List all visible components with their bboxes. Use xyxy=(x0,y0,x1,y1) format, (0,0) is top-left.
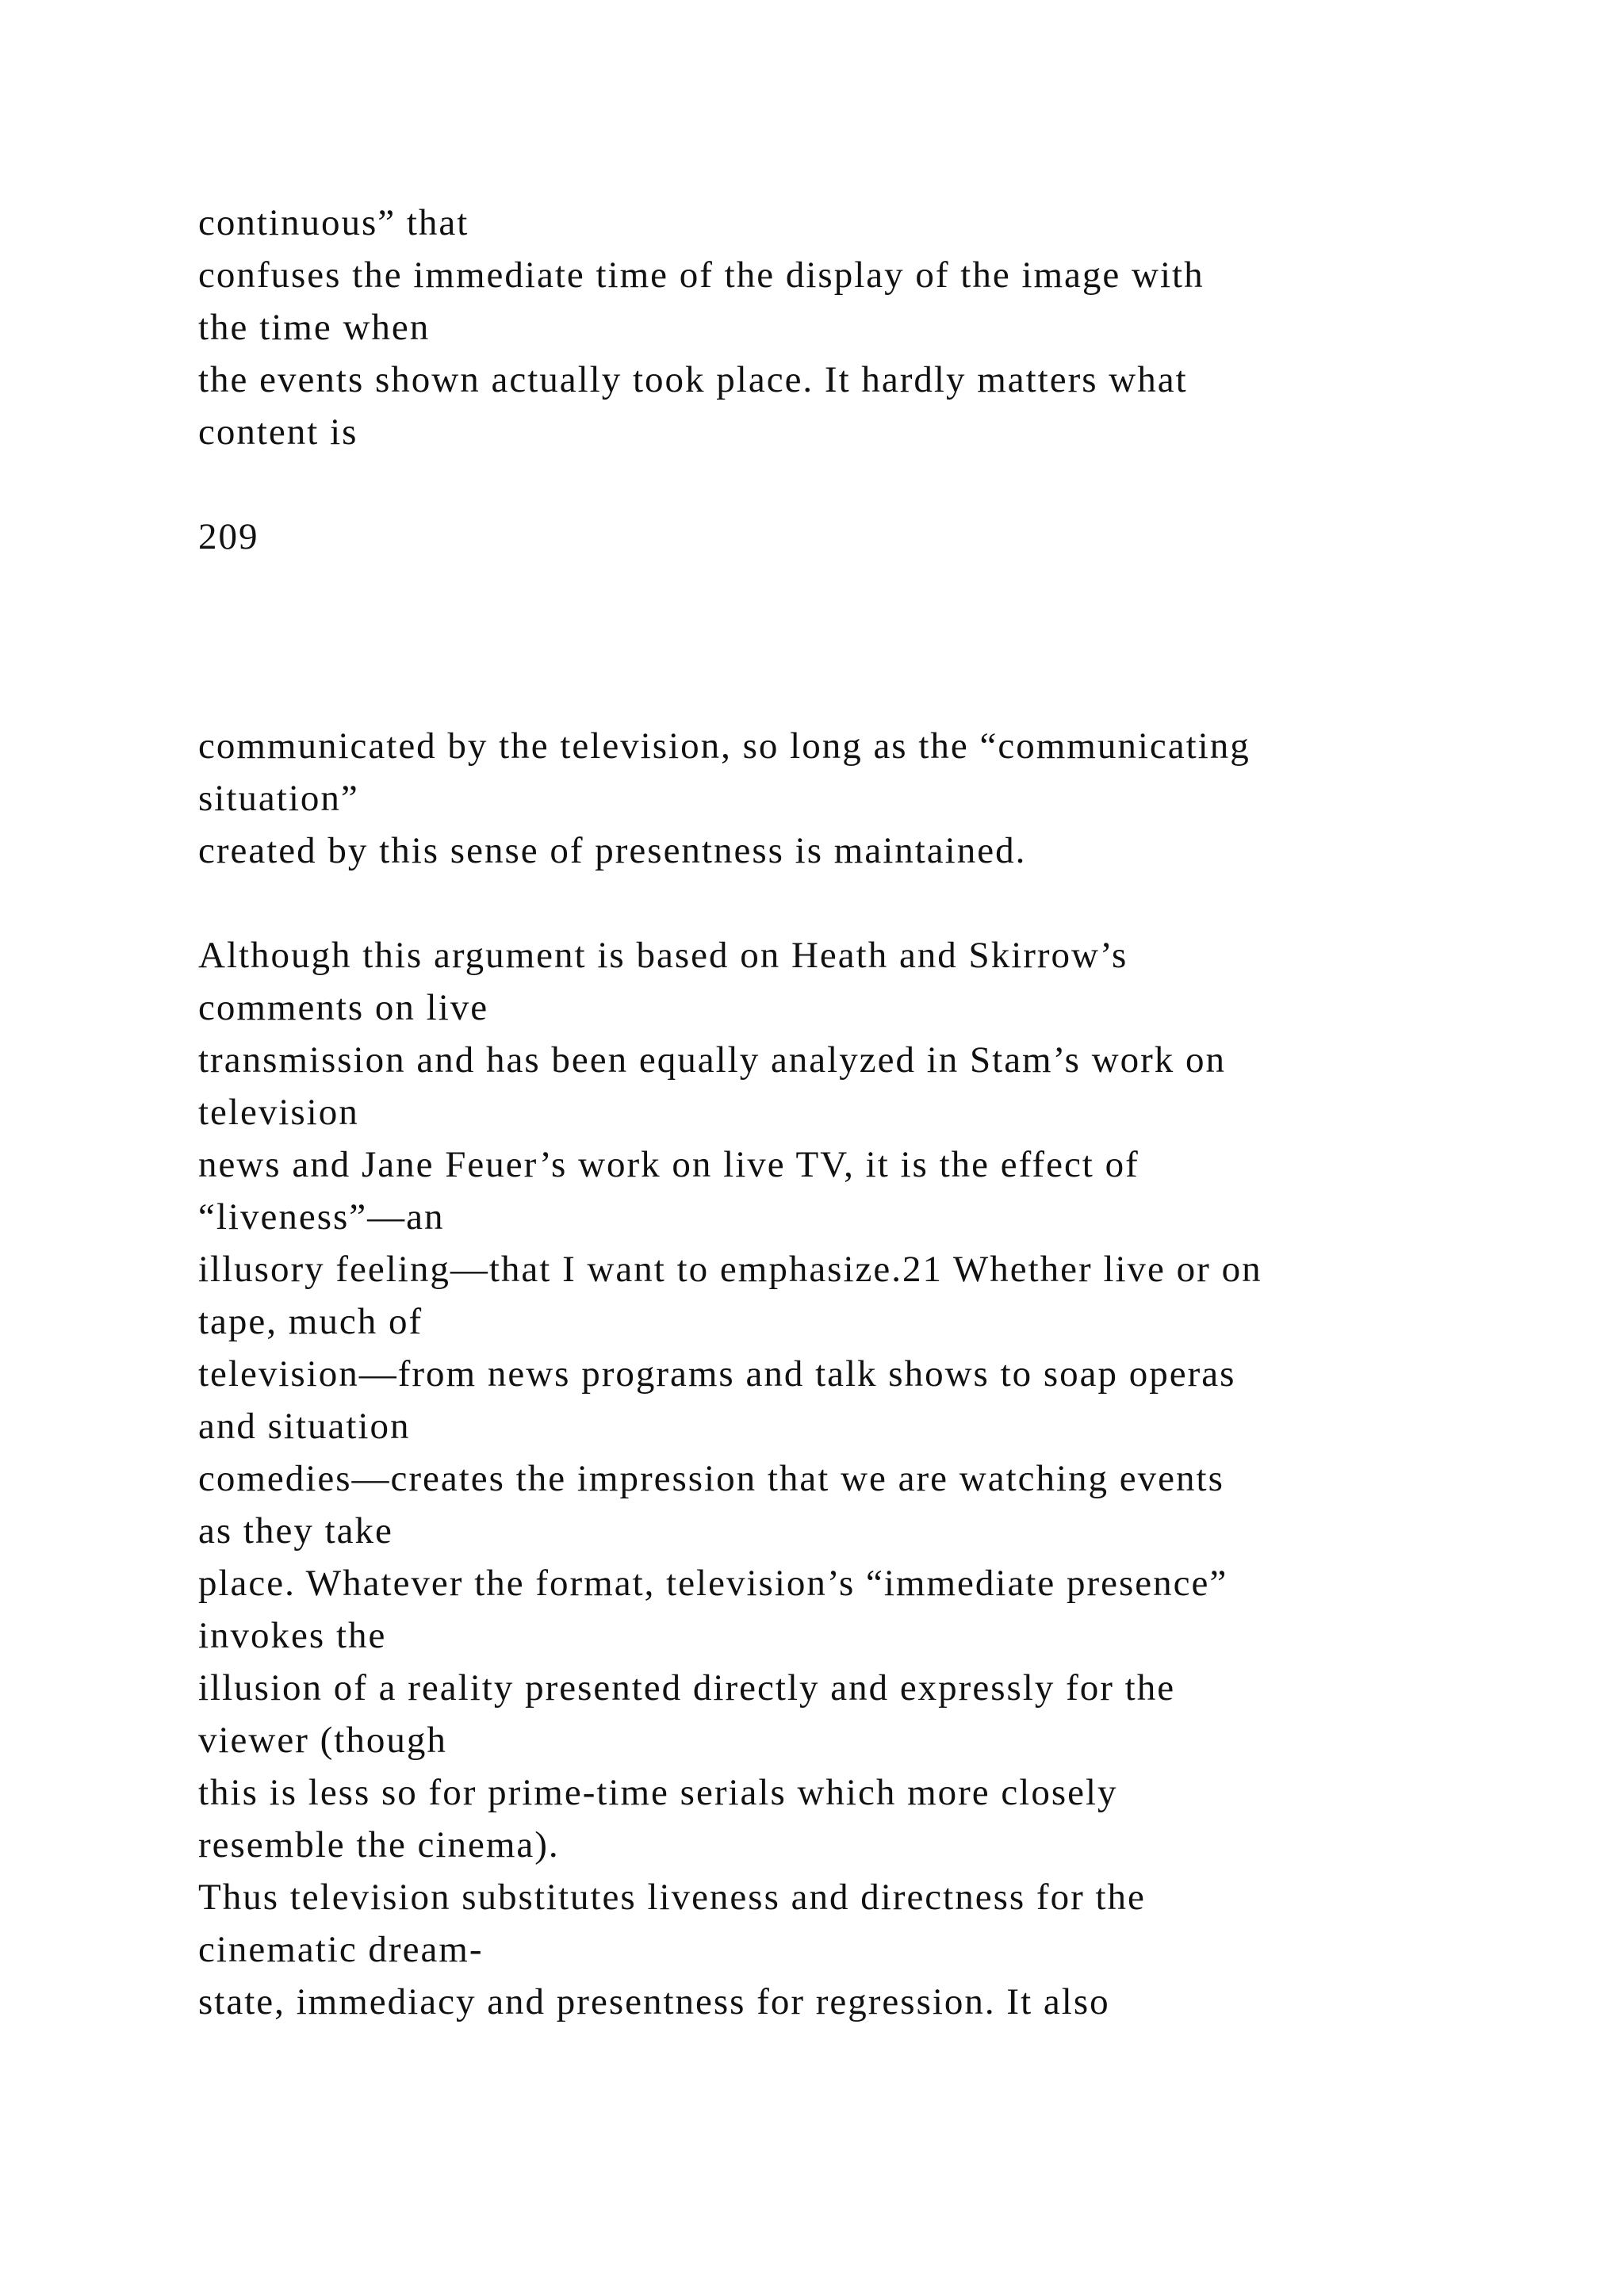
text-line: illusion of a reality presented directly and expressly for the xyxy=(198,1667,1176,1709)
text-line: tape, much of xyxy=(198,1301,423,1342)
text-line: viewer (though xyxy=(198,1720,447,1761)
text-line: news and Jane Feuer’s work on live TV, it is the effect of xyxy=(198,1144,1139,1185)
text-line: this is less so for prime-time serials which more closely xyxy=(198,1772,1118,1813)
text-line: created by this sense of presentness is maintained. xyxy=(198,830,1027,871)
text-line: communicated by the television, so long as the “communicating xyxy=(198,725,1251,767)
page-number xyxy=(198,511,1546,563)
paragraph-communicated xyxy=(198,720,1546,877)
text-line: content is xyxy=(198,411,358,453)
text-line: the time when xyxy=(198,307,431,348)
text-line: the events shown actually took place. It hardly matters what xyxy=(198,359,1188,400)
text-line: Thus television substitutes liveness and directness for the xyxy=(198,1877,1146,1918)
text-line: television—from news programs and talk shows to soap operas xyxy=(198,1353,1236,1395)
text-line: and situation xyxy=(198,1406,411,1447)
text-line: state, immediacy and presentness for regression. It also xyxy=(198,1981,1110,2022)
text-line: invokes the xyxy=(198,1615,387,1656)
text-line: “liveness”—an xyxy=(198,1196,445,1238)
text-line: television xyxy=(198,1092,359,1133)
text-line: illusory feeling—that I want to emphasize.21 Whether live or on xyxy=(198,1249,1262,1290)
text-line: comments on live xyxy=(198,987,489,1028)
text-line: comedies—creates the impression that we are watching events xyxy=(198,1458,1224,1499)
text-line: confuses the immediate time of the display of the image with xyxy=(198,254,1205,296)
text-line: Although this argument is based on Heath and Skirrow’s xyxy=(198,935,1128,976)
text-line: place. Whatever the format, television’s “immediate presence” xyxy=(198,1563,1228,1604)
text-line: resemble the cinema). xyxy=(198,1824,560,1866)
text-line: cinematic dream- xyxy=(198,1929,484,1970)
text-line: continuous” that xyxy=(198,202,469,243)
text-line: transmission and has been equally analyzed in Stam’s work on xyxy=(198,1039,1227,1081)
page-number-text: 209 xyxy=(198,516,259,557)
paragraph-liveness xyxy=(198,929,1546,1871)
text-line: as they take xyxy=(198,1510,393,1552)
paragraph-continuation xyxy=(198,197,1546,458)
text-line: situation” xyxy=(198,778,359,819)
paragraph-thus-television xyxy=(198,1871,1546,2028)
